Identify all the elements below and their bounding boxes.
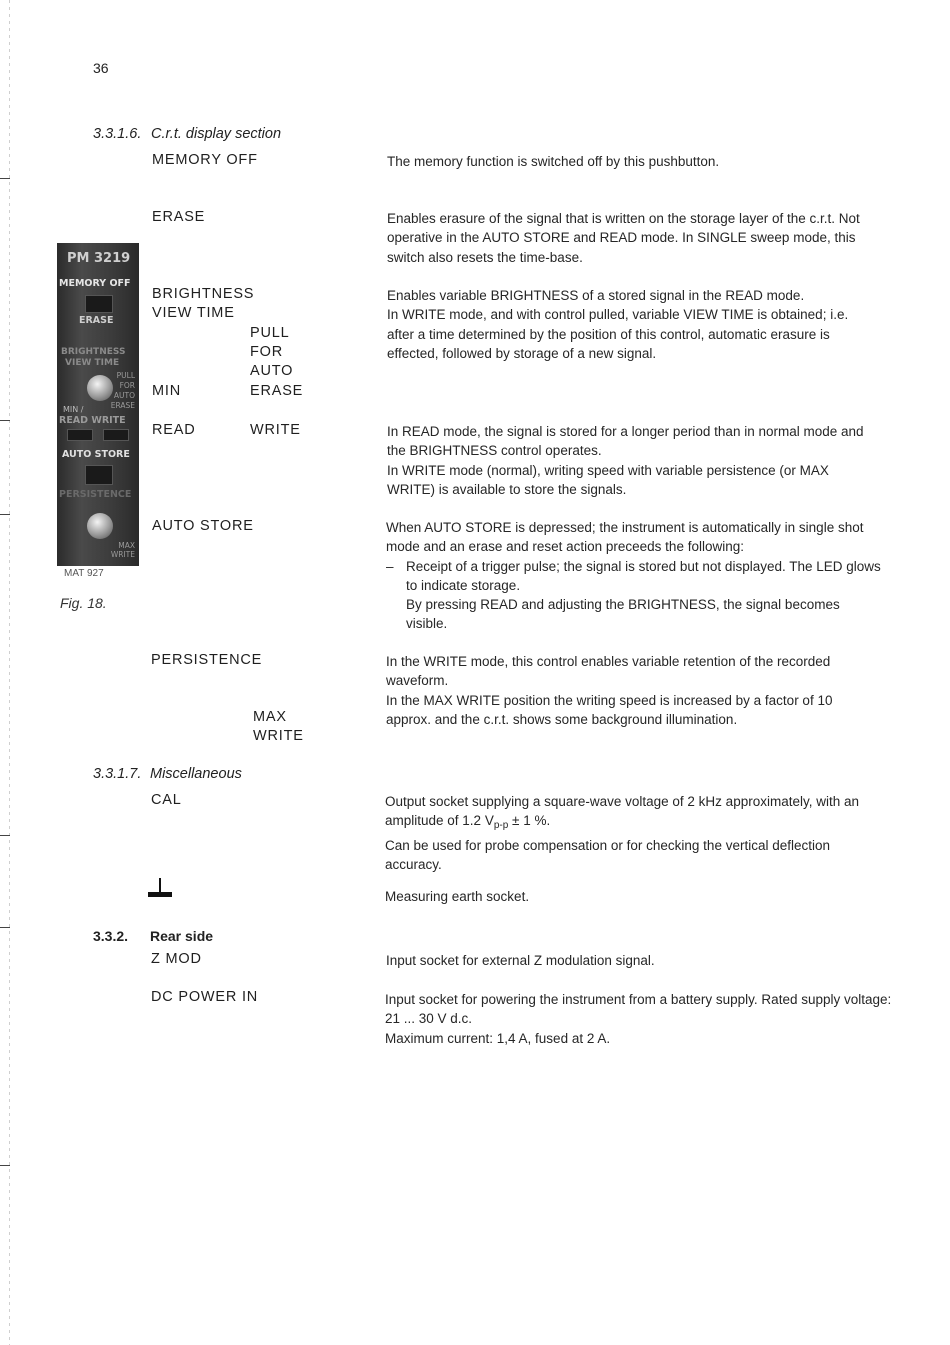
panel-min: MIN / xyxy=(63,405,84,414)
panel-persistence-knob xyxy=(87,513,113,539)
desc-auto-store-line3: By pressing READ and adjusting the BRIGHTNESS, the signal becomes visible. xyxy=(406,597,840,632)
desc-memory-off: The memory function is switched off by this pushbutton. xyxy=(387,154,720,169)
panel-memory-off-button xyxy=(85,295,113,313)
section-title-rear: Rear side xyxy=(150,928,214,944)
desc-auto-store xyxy=(386,518,881,634)
label-pull: PULL xyxy=(250,325,290,341)
section-number-misc: 3.3.1.7. xyxy=(93,766,142,782)
edge-mark xyxy=(0,178,10,179)
desc-brightness-line1: Enables variable BRIGHTNESS of a stored signal in the READ mode. xyxy=(387,288,805,303)
label-erase: ERASE xyxy=(152,209,206,225)
panel-write-button xyxy=(103,429,129,441)
panel-model: PM 3219 xyxy=(67,251,131,266)
panel-pull: PULL xyxy=(116,371,135,380)
dash-bullet: – xyxy=(386,558,394,574)
desc-cal-subscript: p-p xyxy=(493,820,509,832)
edge-mark xyxy=(0,1165,10,1166)
desc-dc-power-line2: Maximum current: 1,4 A, fused at 2 A. xyxy=(385,1030,611,1046)
section-number-rear: 3.3.2. xyxy=(93,928,129,944)
desc-cal-text: Output socket supplying a square-wave voltage of 2 kHz approximately, with an amplitude of 1.2 V xyxy=(385,794,859,829)
page-number: 36 xyxy=(93,60,109,76)
panel-auto-store-button xyxy=(85,465,113,485)
edge-mark xyxy=(0,514,10,515)
desc-persistence-line2: In the MAX WRITE position the writing speed is increased by a factor of 10 approx. and the c.r.t. shows some background illumination. xyxy=(386,692,833,727)
desc-persistence-line1: In the WRITE mode, this control enables variable retention of the recorded waveform. xyxy=(386,654,831,689)
label-auto-store: AUTO STORE xyxy=(152,518,254,534)
desc-cal-line2: Can be used for probe compensation or for checking the vertical deflection accuracy. xyxy=(385,837,831,872)
panel-read-write: READ WRITE xyxy=(59,415,126,426)
edge-mark xyxy=(0,835,10,836)
panel-for: FOR xyxy=(119,381,135,390)
label-cal: CAL xyxy=(151,792,182,808)
label-min: MIN xyxy=(152,383,181,399)
label-for: FOR xyxy=(250,344,284,360)
panel-erase: ERASE xyxy=(79,315,114,326)
edge-mark xyxy=(0,420,10,421)
label-max: MAX xyxy=(253,709,287,725)
label-z-mod: Z MOD xyxy=(151,951,202,967)
section-number-crt: 3.3.1.6. xyxy=(93,126,142,142)
panel-max: MAX xyxy=(118,541,135,550)
figure-caption: Fig. 18. xyxy=(60,595,107,611)
panel-persistence: PERSISTENCE xyxy=(59,489,132,500)
desc-erase: Enables erasure of the signal that is written on the storage layer of the c.r.t. Not operative in the AUTO STORE and READ mode. In SINGLE sweep mode, this switch also resets the time-base. xyxy=(387,211,860,265)
panel-read-button xyxy=(67,429,93,441)
panel-auto-store: AUTO STORE xyxy=(62,449,130,460)
desc-brightness xyxy=(387,286,877,363)
label-view-time: VIEW TIME xyxy=(152,305,235,321)
desc-cal-line1 xyxy=(385,792,880,836)
desc-persistence xyxy=(386,652,866,729)
desc-dc-power-in xyxy=(385,990,900,1048)
front-panel-photo xyxy=(57,243,139,566)
label-max-write: WRITE xyxy=(253,728,304,744)
ground-icon xyxy=(148,876,172,900)
desc-dc-power-line1: Input socket for powering the instrument from a battery supply. Rated supply voltage: 21 ... 30 V d.c. xyxy=(385,992,892,1027)
figure-mat-number: MAT 927 xyxy=(64,568,104,579)
desc-auto-store-line1: When AUTO STORE is depressed; the instrument is automatically in single shot mode and an erase and reset action preceeds the following: xyxy=(386,520,864,555)
desc-read-write xyxy=(387,422,867,499)
label-auto: AUTO xyxy=(250,363,294,379)
label-write: WRITE xyxy=(250,422,301,438)
panel-erase-small: ERASE xyxy=(110,401,135,410)
label-persistence: PERSISTENCE xyxy=(151,652,263,668)
panel-brightness: BRIGHTNESS xyxy=(61,347,126,357)
desc-cal-tolerance: ± 1 %. xyxy=(508,813,551,829)
desc-brightness-line2: In WRITE mode, and with control pulled, variable VIEW TIME is obtained; i.e. after a time determined by the position of this control, automatic erasure is effected, followed by storage of a new signal. xyxy=(387,307,849,361)
edge-mark xyxy=(0,927,10,928)
panel-write-small: WRITE xyxy=(110,550,135,559)
desc-read: In READ mode, the signal is stored for a longer period than in normal mode and the BRIGHTNESS control operates. xyxy=(387,424,864,459)
label-brightness: BRIGHTNESS xyxy=(152,286,255,302)
section-title-misc: Miscellaneous xyxy=(150,766,242,782)
binding-edge xyxy=(9,0,10,1345)
desc-auto-store-line2: Receipt of a trigger pulse; the signal is stored but not displayed. The LED glows to indicate storage. xyxy=(406,558,881,593)
panel-auto: AUTO xyxy=(113,391,135,400)
label-read: READ xyxy=(152,422,196,438)
desc-write: In WRITE mode (normal), writing speed with variable persistence (or MAX WRITE) is available to store the signals. xyxy=(387,462,829,497)
section-title-crt: C.r.t. display section xyxy=(151,126,282,142)
label-auto-erase: ERASE xyxy=(250,383,304,399)
desc-ground: Measuring earth socket. xyxy=(385,889,530,904)
desc-z-mod: Input socket for external Z modulation signal. xyxy=(386,953,655,968)
desc-cal xyxy=(385,792,880,874)
desc-auto-store-item xyxy=(386,557,881,634)
label-memory-off: MEMORY OFF xyxy=(152,152,258,168)
panel-memory-off: MEMORY OFF xyxy=(59,278,131,289)
panel-view-time: VIEW TIME xyxy=(65,358,120,368)
panel-brightness-knob xyxy=(87,375,113,401)
label-dc-power-in: DC POWER IN xyxy=(151,989,259,1005)
